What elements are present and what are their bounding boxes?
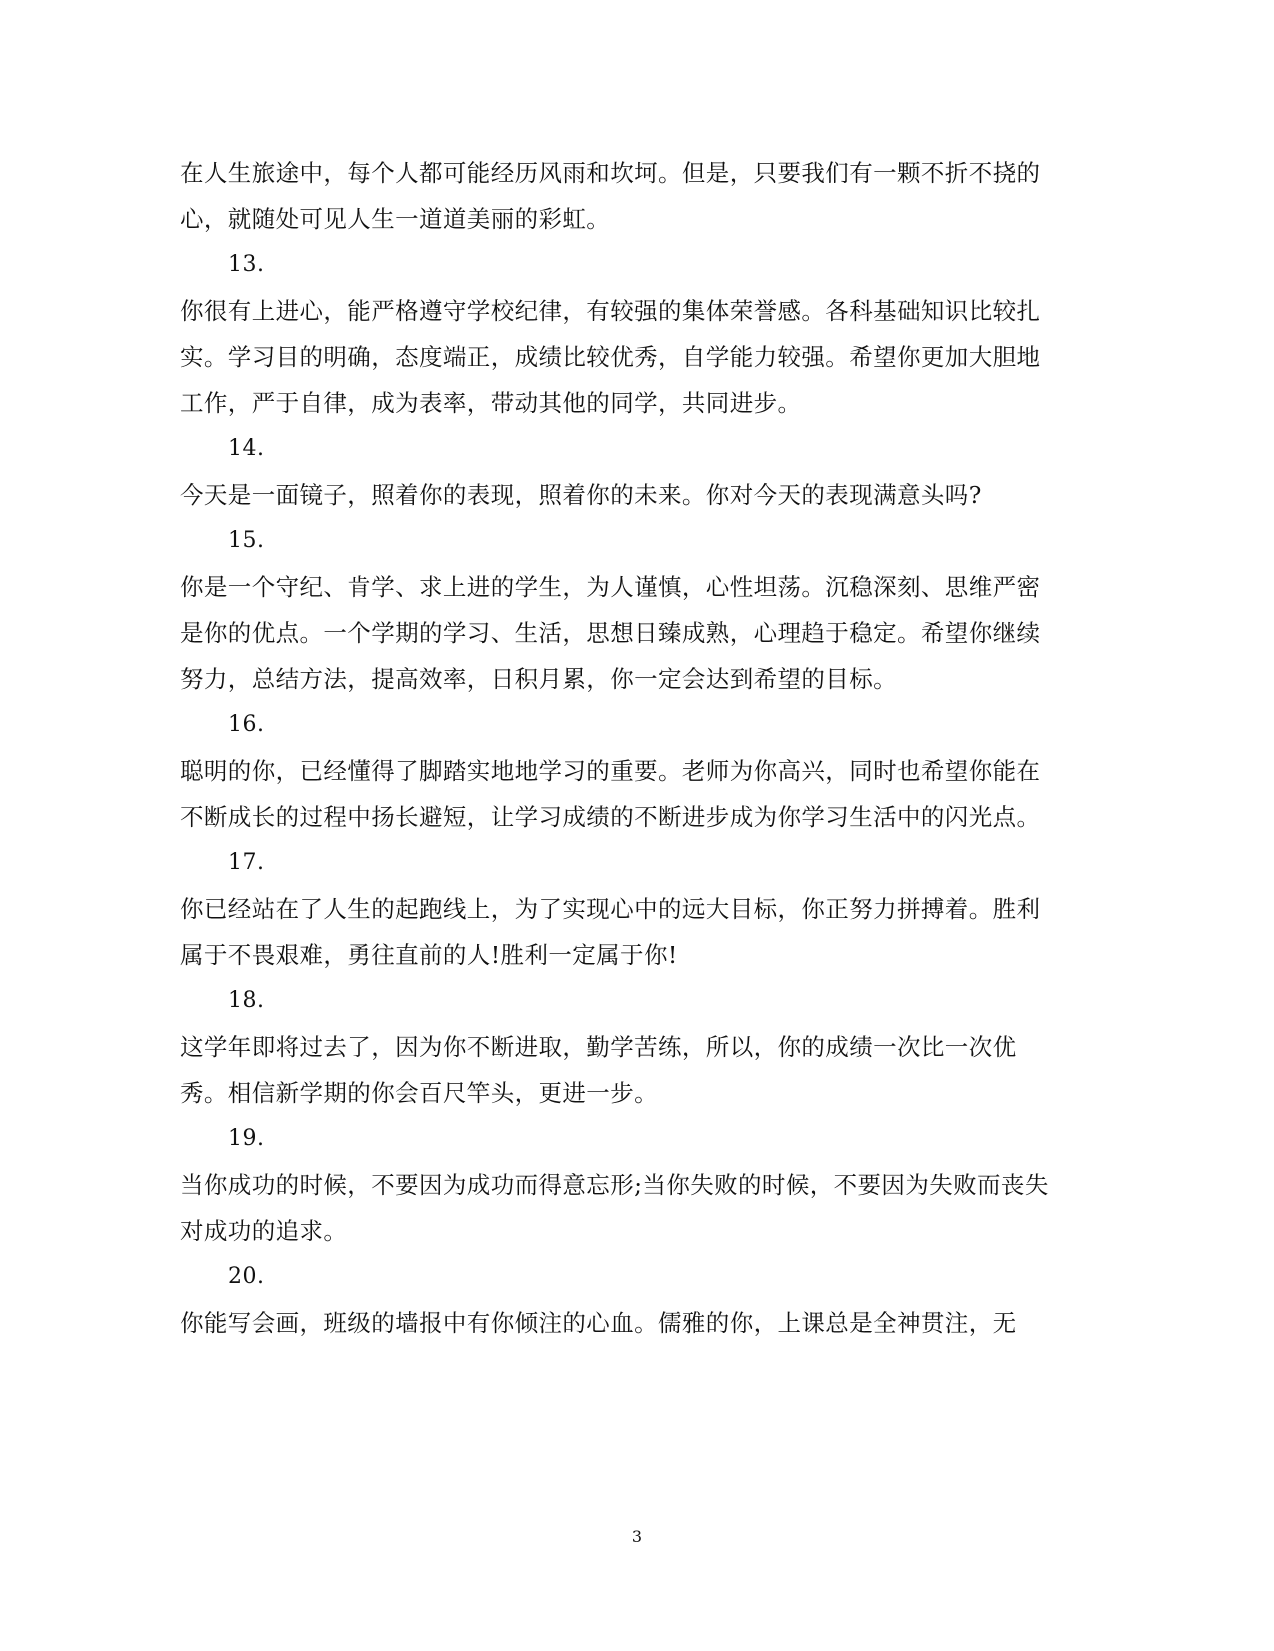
page-number: 3 bbox=[631, 1527, 643, 1546]
item-number: 15. bbox=[228, 528, 265, 553]
item-number: 14. bbox=[228, 436, 265, 461]
paragraph: 在人生旅途中，每个人都可能经历风雨和坎坷。但是，只要我们有一颗不折不挠的心，就随处可见人生一道道美丽的彩虹。 bbox=[180, 159, 1041, 233]
item-number: 20. bbox=[228, 1264, 265, 1289]
item-number: 19. bbox=[228, 1126, 265, 1151]
paragraph: 今天是一面镜子，照着你的表现，照着你的未来。你对今天的表现满意头吗? bbox=[180, 481, 982, 509]
item-number: 18. bbox=[228, 988, 265, 1013]
paragraph: 你能写会画，班级的墙报中有你倾注的心血。儒雅的你，上课总是全神贯注，无 bbox=[180, 1309, 1017, 1337]
document-body bbox=[180, 150, 1050, 1346]
paragraph: 你已经站在了人生的起跑线上，为了实现心中的远大目标，你正努力拼搏着。胜利属于不畏艰难，勇往直前的人!胜利一定属于你! bbox=[180, 895, 1041, 969]
paragraph: 当你成功的时候，不要因为成功而得意忘形;当你失败的时候，不要因为失败而丧失对成功的追求。 bbox=[180, 1171, 1049, 1245]
item-number: 16. bbox=[228, 712, 265, 737]
paragraph: 你很有上进心，能严格遵守学校纪律，有较强的集体荣誉感。各科基础知识比较扎实。学习目的明确，态度端正，成绩比较优秀，自学能力较强。希望你更加大胆地工作，严于自律，成为表率，带动其他的同学，共同进步。 bbox=[180, 297, 1041, 417]
paragraph: 聪明的你，已经懂得了脚踏实地地学习的重要。老师为你高兴，同时也希望你能在不断成长的过程中扬长避短，让学习成绩的不断进步成为你学习生活中的闪光点。 bbox=[180, 757, 1041, 831]
item-number: 13. bbox=[228, 252, 265, 277]
item-number: 17. bbox=[228, 850, 265, 875]
paragraph: 这学年即将过去了，因为你不断进取，勤学苦练，所以，你的成绩一次比一次优秀。相信新学期的你会百尺竿头，更进一步。 bbox=[180, 1033, 1017, 1107]
paragraph: 你是一个守纪、肯学、求上进的学生，为人谨慎，心性坦荡。沉稳深刻、思维严密是你的优点。一个学期的学习、生活，思想日臻成熟，心理趋于稳定。希望你继续努力，总结方法，提高效率，日积月累，你一定会达到希望的目标。 bbox=[180, 573, 1041, 693]
